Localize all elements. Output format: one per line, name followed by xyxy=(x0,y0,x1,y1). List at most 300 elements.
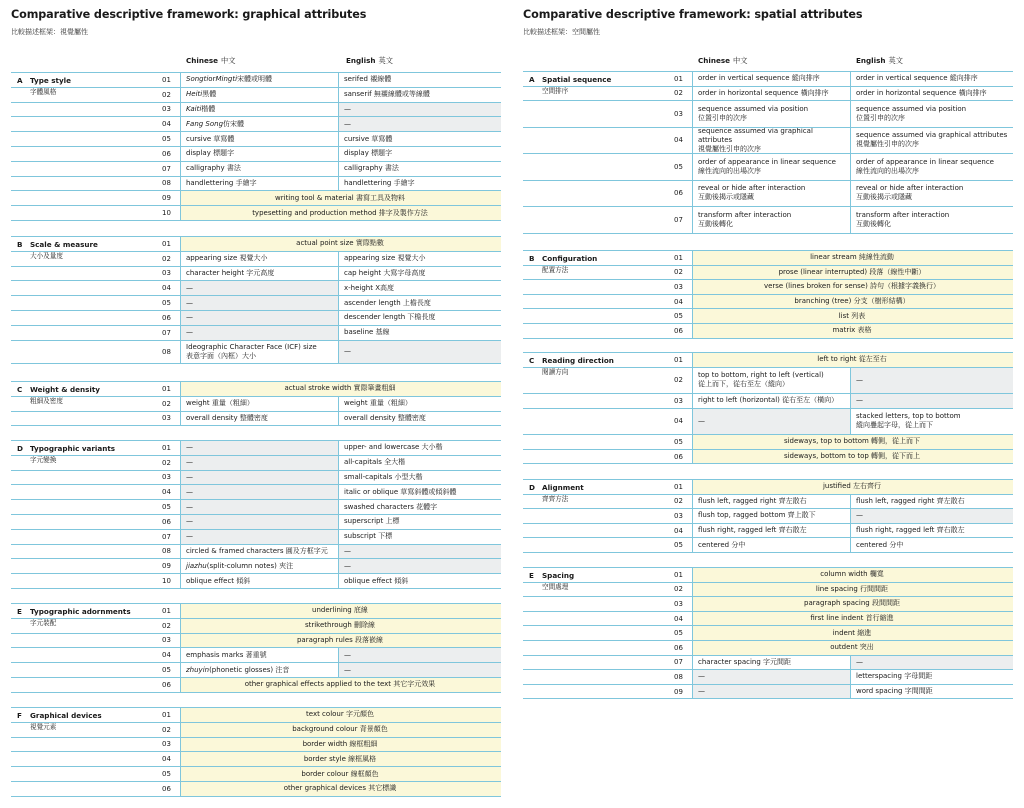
table-row xyxy=(523,641,1013,656)
table-row xyxy=(523,568,1013,583)
english-attribute-cell: overall density 整體密度 xyxy=(344,413,426,422)
table-row xyxy=(523,324,1013,339)
row-number: 04 xyxy=(663,128,693,154)
shared-attribute-cell: indent 縮進 xyxy=(693,626,1013,640)
chinese-attribute-cell: — xyxy=(693,409,851,435)
table-row xyxy=(11,237,501,252)
panel-title: Comparative descriptive framework: spatial attributes xyxy=(523,8,863,21)
row-number: 02 xyxy=(663,87,693,101)
english-attribute-cell: order in vertical sequence 縱向排序 xyxy=(856,74,978,83)
shared-attribute-cell: prose (linear interrupted) 段落（線性中斷） xyxy=(693,266,1013,280)
table-row xyxy=(11,634,501,649)
shared-attribute-cell: justified 左右齊行 xyxy=(693,480,1013,494)
row-number: 05 xyxy=(663,626,693,640)
chinese-attribute-cell: emphasis marks 著重號 xyxy=(181,648,339,662)
shared-attribute-cell: border style 線框風格 xyxy=(181,752,501,766)
table-row xyxy=(523,656,1013,671)
row-number: 02 xyxy=(663,368,693,394)
row-number: 03 xyxy=(151,267,181,281)
chinese-attribute-cell: right to left (horizontal) 從右至左（橫向） xyxy=(693,394,851,408)
shared-attribute-cell: column width 欄寬 xyxy=(693,568,1013,582)
english-attribute-cell: reveal or hide after interaction 互動後揭示或隱藏 xyxy=(856,184,964,202)
chinese-attribute-cell: order in vertical sequence 縱向排序 xyxy=(693,72,851,86)
table-row xyxy=(11,648,501,663)
table-row xyxy=(523,154,1013,181)
english-attribute-cell: centered 分中 xyxy=(856,540,904,549)
shared-attribute-cell: paragraph spacing 段間間距 xyxy=(693,597,1013,611)
shared-attribute-cell: border colour 線框顏色 xyxy=(181,767,501,781)
section-a xyxy=(11,72,501,220)
shared-attribute-cell: other graphical devices 其它標識 xyxy=(181,782,501,796)
shared-attribute-cell: sideways, top to bottom 轉側，從上而下 xyxy=(693,435,1013,449)
row-number: 04 xyxy=(663,295,693,309)
english-attribute-cell: — xyxy=(851,368,1013,394)
table-row xyxy=(11,311,501,326)
row-number: 05 xyxy=(663,154,693,180)
section-label-chinese: 配置方法 xyxy=(542,266,569,274)
shared-attribute-cell: typesetting and production method 排字及製作方法 xyxy=(181,206,501,220)
chinese-attribute-cell: handlettering 手繪字 xyxy=(181,177,339,191)
table-row xyxy=(11,73,501,88)
section-label-chinese: 視覺元素 xyxy=(30,723,57,731)
table-row xyxy=(523,72,1013,87)
table-row xyxy=(523,87,1013,102)
shared-attribute-cell: paragraph rules 段落嵌線 xyxy=(181,634,501,648)
row-number: 05 xyxy=(663,435,693,449)
chinese-attribute-cell: — xyxy=(181,326,339,340)
chinese-attribute-cell: zhuyin (phonetic glosses) 注音 xyxy=(181,663,339,677)
shared-attribute-cell: background colour 背景顏色 xyxy=(181,723,501,737)
table-row xyxy=(523,495,1013,510)
chinese-attribute-cell: flush left, ragged right 齊左散右 xyxy=(693,495,851,509)
chinese-attribute-cell: — xyxy=(181,530,339,544)
shared-attribute-cell: first line indent 首行縮進 xyxy=(693,612,1013,626)
row-number: 06 xyxy=(151,147,181,161)
row-number: 07 xyxy=(663,656,693,670)
table-row xyxy=(11,708,501,723)
table-row xyxy=(11,619,501,634)
row-number: 02 xyxy=(151,619,181,633)
english-attribute-cell: superscript 上標 xyxy=(344,517,400,526)
table-row xyxy=(11,515,501,530)
row-number: 03 xyxy=(151,412,181,426)
row-number: 03 xyxy=(151,471,181,485)
english-attribute-cell: — xyxy=(339,341,501,364)
shared-attribute-cell: matrix 表格 xyxy=(693,324,1013,338)
chinese-attribute-cell: weight 重量（粗細） xyxy=(181,397,339,411)
table-row xyxy=(11,752,501,767)
table-row xyxy=(11,559,501,574)
row-number: 07 xyxy=(663,207,693,233)
chinese-attribute-cell: Ideographic Character Face (ICF) size 表意字面（內框）大小 xyxy=(181,341,339,364)
row-number: 01 xyxy=(663,72,693,86)
section-label: E Spacing xyxy=(529,571,575,580)
row-number: 01 xyxy=(151,708,181,722)
chinese-attribute-cell: character height 字元高度 xyxy=(181,267,339,281)
table-row xyxy=(523,266,1013,281)
english-attribute-cell: descender length 下檐長度 xyxy=(344,313,436,322)
table-row xyxy=(11,604,501,619)
section-e xyxy=(11,603,501,692)
chinese-attribute-cell: circled & framed characters 圓及方框字元 xyxy=(181,545,339,559)
table-row xyxy=(523,685,1013,700)
table-row xyxy=(11,412,501,427)
section-label-chinese: 粗細及密度 xyxy=(30,397,63,405)
english-attribute-cell: oblique effect 傾斜 xyxy=(344,576,409,585)
row-number: 04 xyxy=(151,485,181,499)
table-row xyxy=(523,626,1013,641)
chinese-attribute-cell: oblique effect 傾斜 xyxy=(181,574,339,588)
table-row xyxy=(523,251,1013,266)
row-number: 07 xyxy=(151,162,181,176)
english-attribute-cell: flush right, ragged left 齊右散左 xyxy=(856,526,965,535)
row-number: 03 xyxy=(151,103,181,117)
english-attribute-cell: — xyxy=(339,117,501,131)
row-number: 04 xyxy=(151,117,181,131)
row-number: 01 xyxy=(151,604,181,618)
chinese-attribute-cell: order in horizontal sequence 橫向排序 xyxy=(693,87,851,101)
english-attribute-cell: letterspacing 字母間距 xyxy=(856,672,933,681)
row-number: 04 xyxy=(663,524,693,538)
section-d xyxy=(523,479,1013,552)
table-row xyxy=(11,382,501,397)
table-row xyxy=(11,103,501,118)
shared-attribute-cell: text colour 字元顏色 xyxy=(181,708,501,722)
english-attribute-cell: handlettering 手繪字 xyxy=(344,178,415,187)
row-number: 03 xyxy=(663,280,693,294)
section-e xyxy=(523,567,1013,698)
row-number: 03 xyxy=(663,509,693,523)
row-number: 09 xyxy=(663,685,693,699)
row-number: 02 xyxy=(151,397,181,411)
table-row xyxy=(11,485,501,500)
table-row xyxy=(11,397,501,412)
english-attribute-cell: — xyxy=(339,648,501,662)
table-row xyxy=(11,117,501,132)
chinese-attribute-cell: centered 分中 xyxy=(693,538,851,552)
shared-attribute-cell: actual point size 實際點數 xyxy=(181,237,501,251)
row-number: 02 xyxy=(663,583,693,597)
shared-attribute-cell: other graphical effects applied to the text 其它字元效果 xyxy=(181,678,501,692)
section-label-chinese: 閱讀方向 xyxy=(542,368,569,376)
row-number: 02 xyxy=(151,723,181,737)
english-attribute-cell: stacked letters, top to bottom 縱向疊起字母，從上而下 xyxy=(856,412,961,430)
table-row xyxy=(11,281,501,296)
chinese-attribute-cell: — xyxy=(181,456,339,470)
table-row xyxy=(523,394,1013,409)
column-header-english: English 英文 xyxy=(856,56,903,65)
chinese-attribute-cell: Heiti 黑體 xyxy=(181,88,339,102)
chinese-attribute-cell: Kaiti 楷體 xyxy=(181,103,339,117)
row-number: 05 xyxy=(151,663,181,677)
table-row xyxy=(523,509,1013,524)
english-attribute-cell: all-capitals 全大楷 xyxy=(344,458,406,467)
table-row xyxy=(523,409,1013,436)
row-number: 06 xyxy=(663,181,693,207)
section-label: A Type style xyxy=(17,76,71,85)
row-number: 01 xyxy=(663,353,693,367)
chinese-attribute-cell: — xyxy=(693,670,851,684)
english-attribute-cell: sanserif 無襯線體或等線體 xyxy=(344,90,430,99)
shared-attribute-cell: sideways, bottom to top 轉側，從下而上 xyxy=(693,450,1013,464)
table-row xyxy=(523,368,1013,395)
shared-attribute-cell: verse (lines broken for sense) 詩句（根據字義換行） xyxy=(693,280,1013,294)
english-attribute-cell: — xyxy=(339,663,501,677)
shared-attribute-cell: branching (tree) 分支（樹形結構） xyxy=(693,295,1013,309)
row-number: 04 xyxy=(151,752,181,766)
section-label: A Spatial sequence xyxy=(529,75,612,84)
chinese-attribute-cell: — xyxy=(181,500,339,514)
row-number: 06 xyxy=(151,311,181,325)
row-number: 01 xyxy=(151,73,181,87)
row-number: 03 xyxy=(663,101,693,127)
section-b xyxy=(11,236,501,363)
shared-attribute-cell: border width 線框粗細 xyxy=(181,738,501,752)
table-row xyxy=(523,450,1013,465)
section-label-chinese: 字元變換 xyxy=(30,456,57,464)
section-label-chinese: 大小及量度 xyxy=(30,252,63,260)
table-row xyxy=(11,678,501,693)
row-number: 04 xyxy=(663,409,693,435)
row-number: 06 xyxy=(663,450,693,464)
chinese-attribute-cell: cursive 草寫體 xyxy=(181,132,339,146)
chinese-attribute-cell: sequence assumed via graphical attributes 視覺屬性引申的次序 xyxy=(693,128,851,154)
row-number: 10 xyxy=(151,206,181,220)
table-row xyxy=(11,147,501,162)
row-number: 03 xyxy=(151,738,181,752)
english-attribute-cell: calligraphy 書法 xyxy=(344,164,399,173)
table-row xyxy=(11,738,501,753)
chinese-attribute-cell: — xyxy=(181,471,339,485)
chinese-attribute-cell: — xyxy=(181,281,339,295)
row-number: 07 xyxy=(151,530,181,544)
section-label-chinese: 字元裝配 xyxy=(30,619,57,627)
section-label: D Alignment xyxy=(529,483,584,492)
row-number: 02 xyxy=(663,266,693,280)
table-row xyxy=(523,353,1013,368)
table-row xyxy=(11,530,501,545)
row-number: 08 xyxy=(151,545,181,559)
chinese-attribute-cell: display 標題字 xyxy=(181,147,339,161)
chinese-attribute-cell: order of appearance in linear sequence 線性流向的出場次序 xyxy=(693,154,851,180)
english-attribute-cell: — xyxy=(339,545,501,559)
shared-attribute-cell: list 列表 xyxy=(693,309,1013,323)
row-number: 02 xyxy=(151,88,181,102)
table-row xyxy=(523,207,1013,234)
english-attribute-cell: word spacing 字間間距 xyxy=(856,687,933,696)
table-row xyxy=(11,191,501,206)
row-number: 07 xyxy=(151,326,181,340)
table-row xyxy=(523,612,1013,627)
table-row xyxy=(523,128,1013,155)
table-row xyxy=(11,723,501,738)
table-row xyxy=(11,545,501,560)
row-number: 05 xyxy=(151,500,181,514)
section-label: B Configuration xyxy=(529,254,598,263)
chinese-attribute-cell: Songti or Mingti 宋體或明體 xyxy=(181,73,339,87)
shared-attribute-cell: actual stroke width 實際筆畫粗細 xyxy=(181,382,501,396)
table-row xyxy=(523,280,1013,295)
table-row xyxy=(11,267,501,282)
table-row xyxy=(523,480,1013,495)
row-number: 01 xyxy=(663,480,693,494)
column-header-chinese: Chinese 中文 xyxy=(698,56,748,65)
english-attribute-cell: weight 重量（粗細） xyxy=(344,399,412,408)
english-attribute-cell: order of appearance in linear sequence 線性流向的出場次序 xyxy=(856,157,994,175)
table-row xyxy=(11,341,501,365)
table-row xyxy=(523,181,1013,208)
section-label: F Graphical devices xyxy=(17,711,102,720)
row-number: 02 xyxy=(663,495,693,509)
table-row xyxy=(11,574,501,589)
chinese-attribute-cell: overall density 整體密度 xyxy=(181,412,339,426)
row-number: 02 xyxy=(151,252,181,266)
chinese-attribute-cell: — xyxy=(181,485,339,499)
chinese-attribute-cell: character spacing 字元間距 xyxy=(693,656,851,670)
panel-title: Comparative descriptive framework: graphical attributes xyxy=(11,8,367,21)
row-number: 05 xyxy=(663,309,693,323)
row-number: 01 xyxy=(663,568,693,582)
english-attribute-cell: serifed 襯線體 xyxy=(344,75,392,84)
shared-attribute-cell: line spacing 行間間距 xyxy=(693,583,1013,597)
row-number: 08 xyxy=(663,670,693,684)
row-number: 01 xyxy=(663,251,693,265)
table-row xyxy=(11,132,501,147)
chinese-attribute-cell: reveal or hide after interaction 互動後揭示或隱藏 xyxy=(693,181,851,207)
english-attribute-cell: flush left, ragged right 齊左散右 xyxy=(856,496,965,505)
chinese-attribute-cell: — xyxy=(181,296,339,310)
english-attribute-cell: x-height X高度 xyxy=(344,283,395,292)
chinese-attribute-cell: Fang Song 仿宋體 xyxy=(181,117,339,131)
english-attribute-cell: swashed characters 花體字 xyxy=(344,502,438,511)
row-number: 01 xyxy=(151,237,181,251)
chinese-attribute-cell: appearing size 視覺大小 xyxy=(181,252,339,266)
chinese-attribute-cell: flush top, ragged bottom 齊上散下 xyxy=(693,509,851,523)
table-row xyxy=(11,782,501,797)
chinese-attribute-cell: flush right, ragged left 齊右散左 xyxy=(693,524,851,538)
english-attribute-cell: — xyxy=(851,509,1013,523)
section-c xyxy=(11,381,501,425)
section-label-chinese: 空間排序 xyxy=(542,87,569,95)
row-number: 01 xyxy=(151,441,181,455)
chinese-attribute-cell: — xyxy=(181,311,339,325)
row-number: 08 xyxy=(151,341,181,364)
row-number: 04 xyxy=(151,281,181,295)
row-number: 06 xyxy=(151,678,181,692)
row-number: 05 xyxy=(151,767,181,781)
table-row xyxy=(11,441,501,456)
shared-attribute-cell: writing tool & material 書寫工具及物料 xyxy=(181,191,501,205)
section-label: C Reading direction xyxy=(529,356,614,365)
shared-attribute-cell: strikethrough 刪除線 xyxy=(181,619,501,633)
english-attribute-cell: cap height 大寫字母高度 xyxy=(344,268,426,277)
table-row xyxy=(523,309,1013,324)
section-label-chinese: 齊齊方法 xyxy=(542,495,569,503)
chinese-attribute-cell: top to bottom, right to left (vertical) 從上而下，從右至左（縱向） xyxy=(693,368,851,394)
english-attribute-cell: sequence assumed via position 位置引申的次序 xyxy=(856,104,967,122)
shared-attribute-cell: outdent 突出 xyxy=(693,641,1013,655)
row-number: 03 xyxy=(663,394,693,408)
table-row xyxy=(11,252,501,267)
shared-attribute-cell: left to right 從左至右 xyxy=(693,353,1013,367)
row-number: 05 xyxy=(151,296,181,310)
section-label-chinese: 空間處理 xyxy=(542,583,569,591)
table-row xyxy=(11,500,501,515)
section-b xyxy=(523,250,1013,338)
chinese-attribute-cell: — xyxy=(181,515,339,529)
panel-subtitle: 比較描述框架：空間屬性 xyxy=(523,28,600,36)
table-row xyxy=(11,206,501,221)
english-attribute-cell: — xyxy=(339,103,501,117)
row-number: 09 xyxy=(151,191,181,205)
table-row xyxy=(523,583,1013,598)
english-attribute-cell: ascender length 上檐長度 xyxy=(344,298,431,307)
table-row xyxy=(11,456,501,471)
english-attribute-cell: baseline 基線 xyxy=(344,328,390,337)
row-number: 05 xyxy=(663,538,693,552)
table-row xyxy=(523,524,1013,539)
chinese-attribute-cell: calligraphy 書法 xyxy=(181,162,339,176)
column-header-english: English 英文 xyxy=(346,56,393,65)
english-attribute-cell: upper- and lowercase 大小楷 xyxy=(344,443,443,452)
table-row xyxy=(11,663,501,678)
row-number: 06 xyxy=(663,324,693,338)
row-number: 06 xyxy=(663,641,693,655)
table-row xyxy=(11,88,501,103)
table-row xyxy=(11,326,501,341)
section-label: D Typographic variants xyxy=(17,444,116,453)
row-number: 08 xyxy=(151,177,181,191)
table-row xyxy=(523,538,1013,553)
section-f xyxy=(11,707,501,796)
english-attribute-cell: — xyxy=(851,656,1013,670)
row-number: 09 xyxy=(151,559,181,573)
english-attribute-cell: — xyxy=(851,394,1013,408)
row-number: 04 xyxy=(151,648,181,662)
section-d xyxy=(11,440,501,588)
row-number: 06 xyxy=(151,782,181,796)
english-attribute-cell: cursive 草寫體 xyxy=(344,134,393,143)
section-c xyxy=(523,352,1013,463)
english-attribute-cell: sequence assumed via graphical attributes 視覺屬性引申的次序 xyxy=(856,131,1008,149)
shared-attribute-cell: underlining 底線 xyxy=(181,604,501,618)
english-attribute-cell: subscript 下標 xyxy=(344,532,393,541)
english-attribute-cell: transform after interaction 互動後轉化 xyxy=(856,210,950,228)
column-header-chinese: Chinese 中文 xyxy=(186,56,236,65)
table-row xyxy=(11,162,501,177)
table-row xyxy=(523,435,1013,450)
table-row xyxy=(11,471,501,486)
section-a xyxy=(523,71,1013,233)
table-row xyxy=(523,101,1013,128)
section-label: C Weight & density xyxy=(17,385,100,394)
row-number: 01 xyxy=(151,382,181,396)
section-label: B Scale & measure xyxy=(17,240,98,249)
shared-attribute-cell: linear stream 純線性流動 xyxy=(693,251,1013,265)
english-attribute-cell: — xyxy=(339,559,501,573)
english-attribute-cell: appearing size 視覺大小 xyxy=(344,254,426,263)
table-row xyxy=(523,295,1013,310)
table-row xyxy=(523,597,1013,612)
table-row xyxy=(523,670,1013,685)
row-number: 04 xyxy=(663,612,693,626)
english-attribute-cell: display 標題字 xyxy=(344,149,393,158)
table-row xyxy=(11,296,501,311)
panel-subtitle: 比較描述框架：視覺屬性 xyxy=(11,28,88,36)
row-number: 02 xyxy=(151,456,181,470)
english-attribute-cell: italic or oblique 草寫斜體或傾斜體 xyxy=(344,487,457,496)
row-number: 05 xyxy=(151,132,181,146)
